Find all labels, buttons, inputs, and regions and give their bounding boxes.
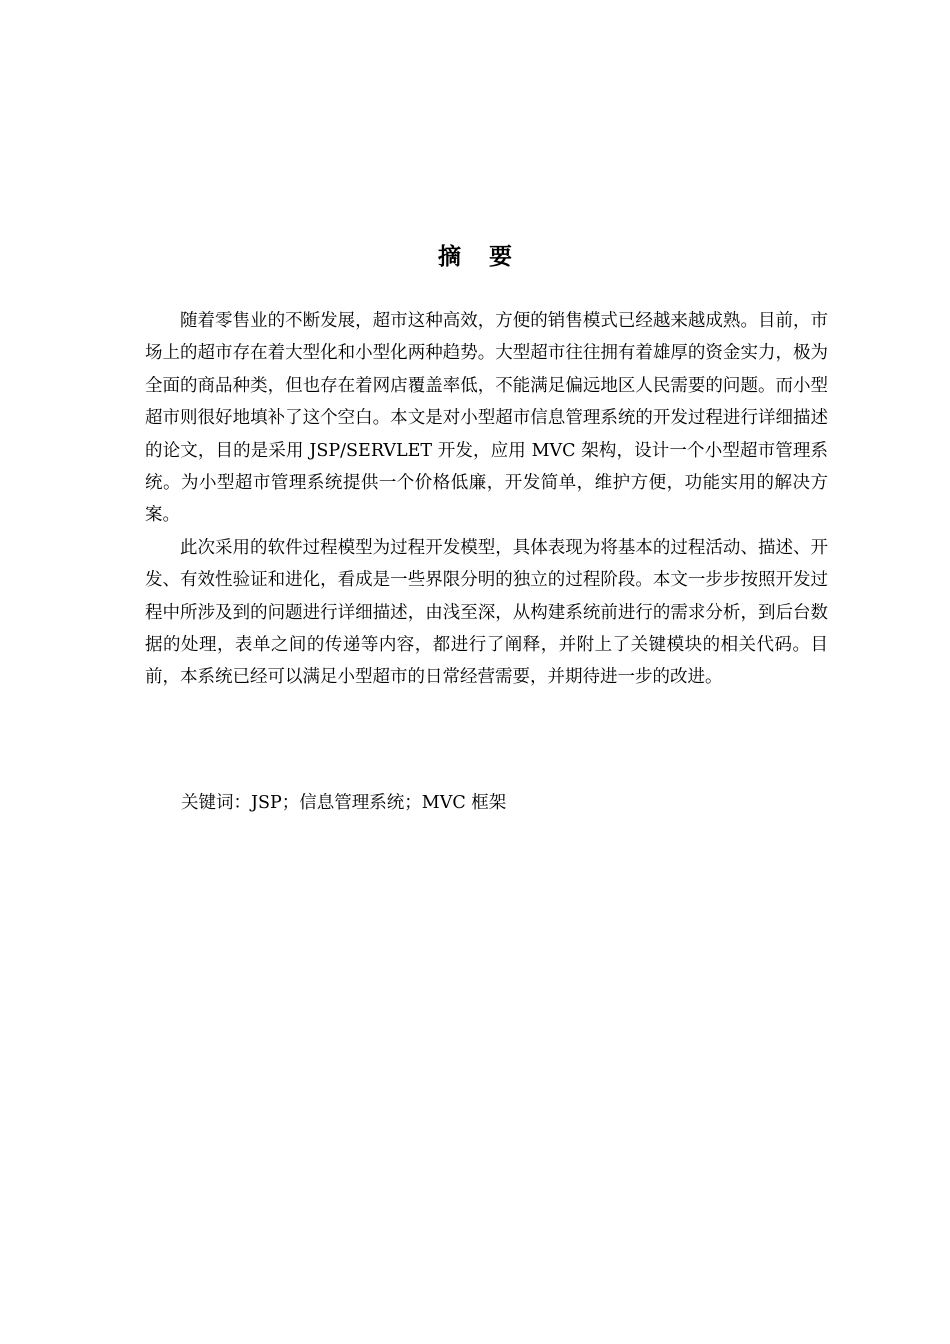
abstract-title: 摘 要 <box>437 244 522 270</box>
keywords-line <box>181 787 506 819</box>
keywords-text: JSP；信息管理系统；MVC 框架 <box>251 793 507 813</box>
abstract-paragraph-2: 此次采用的软件过程模型为过程开发模型，具体表现为将基本的过程活动、描述、开发、有效性验证和进化，看成是一些界限分明的独立的过程阶段。本文一步步按照开发过程中所涉及到的问题进行详细描述，由浅至深，从构建系统前进行的需求分析，到后台数据的处理，表单之间的传递等内容，都进行了阐释，并附上了关键模块的相关代码。目前，本系统已经可以满足小型超市的日常经营需要，并期待进一步的改进。 <box>145 537 828 688</box>
abstract-paragraph-1: 随着零售业的不断发展，超市这种高效，方便的销售模式已经越来越成熟。目前，市场上的超市存在着大型化和小型化两种趋势。大型超市往往拥有着雄厚的资金实力，极为全面的商品种类，但也存在着网店覆盖率低，不能满足偏远地区人民需要的问题。而小型超市则很好地填补了这个空白。本文是对小型超市信息管理系统的开发过程进行详细描述的论文，目的是采用 JSP/SERVLET 开发，应用 MVC 架构，设计一个小型超市管理系统。为小型超市管理系统提供一个价格低廉，开发简单，维护方便，功能实用的解决方案。 <box>145 311 828 526</box>
keywords-label: 关键词： <box>181 793 251 813</box>
abstract-body <box>145 305 828 694</box>
